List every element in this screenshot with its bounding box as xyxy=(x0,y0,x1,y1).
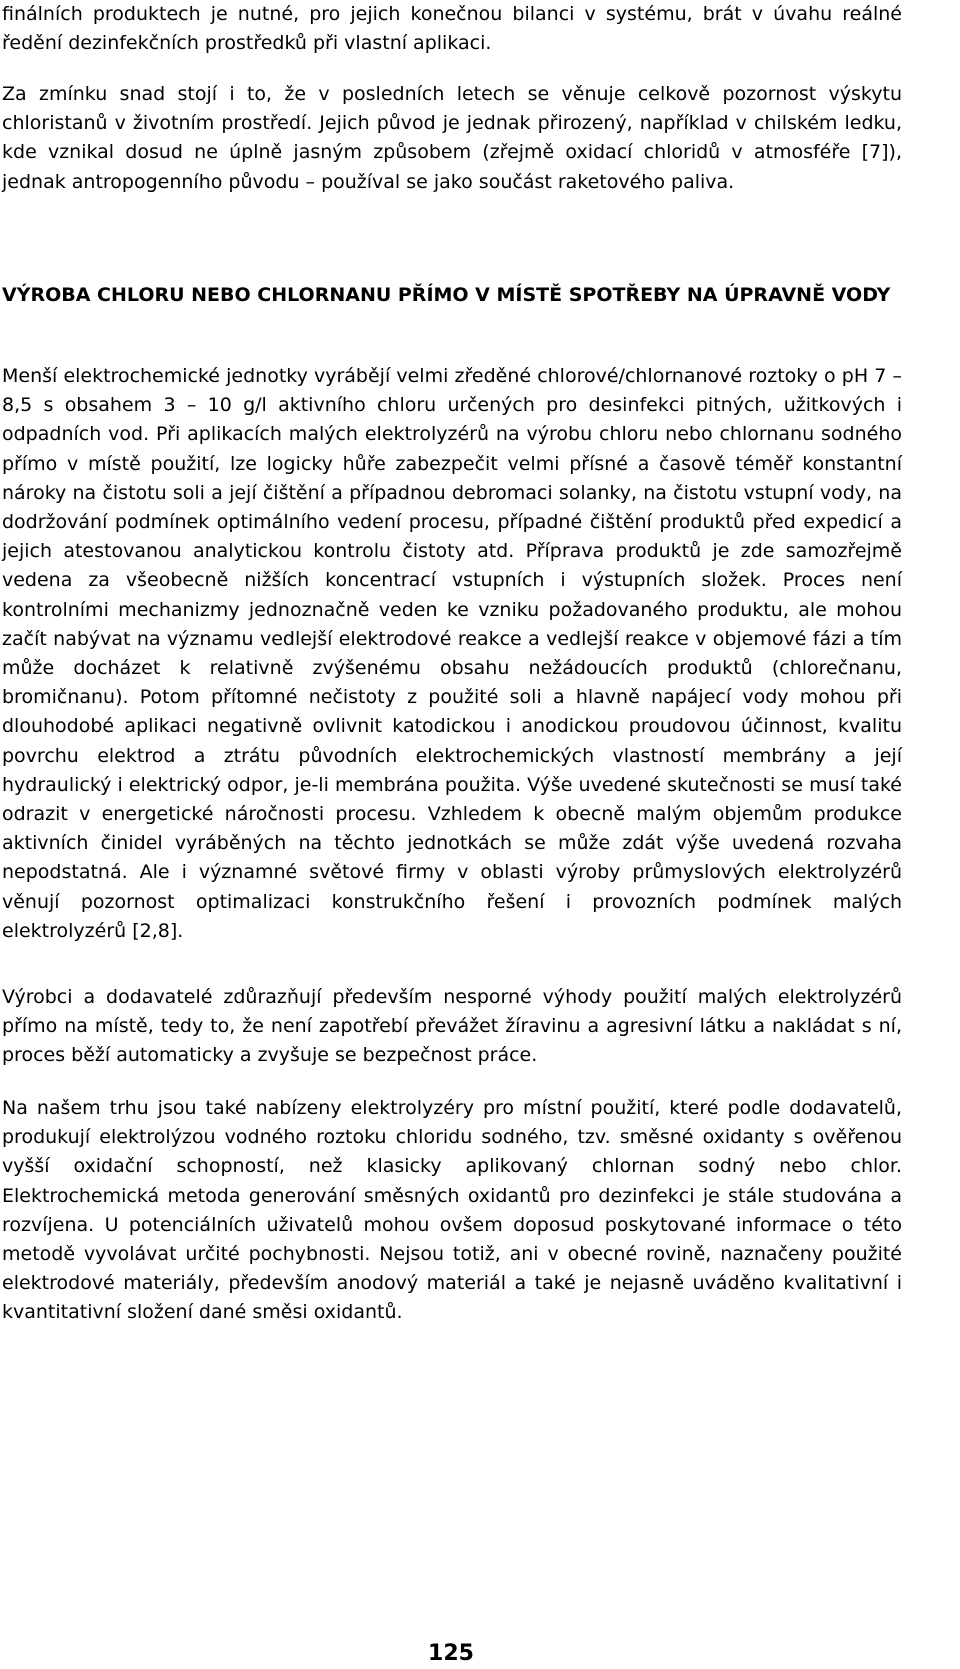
paragraph-vyhody: Výrobci a dodavatelé zdůrazňují především nesporné výhody použití malých elektrolyzérů přímo na místě, tedy to, že není zapotřebí převážet žíravinu a agresivní látku a nakládat s ní, proces běží automaticky a zvyšuje se bezpečnost práce. xyxy=(2,986,902,1067)
paragraph-elektrochemicke-jednotky: Menší elektrochemické jednotky vyrábějí velmi zředěné chlorové/chlornanové roztoky o pH 7 – 8,5 s obsahem 3 – 10 g/l aktivního chloru určených pro desinfekci pitných, užitkových i odpadních vod. Při aplikacích malých elektrolyzérů na výrobu chloru nebo chlornanu sodného přímo v místě použití, lze logicky hůře zabezpečit velmi přísné a časově téměř konstantní nároky na čistotu soli a její čištění a případnou debromaci solanky, na čistotu vstupní vody, na dodržování podmínek optimálního vedení procesu, případné čištění produktů před expedicí a jejich atestovanou analytickou kontrolu čistoty atd. Příprava produktů je zde samozřejmě vedena za všeobecně nižších koncentrací vstupních i výstupních složek. Proces není kontrolními mechanizmy jednoznačně veden ke vzniku požadovaného produktu, ale mohou začít nabývat na významu vedlejší elektrodové reakce a vedlejší reakce v objemové fázi a tím může docházet k relativně zvýšenému obsahu nežádoucích produktů (chlorečnanu, bromičnanu). Potom přítomné nečistoty z použité soli a hlavně napájecí vody mohou při dlouhodobé aplikaci negativně ovlivnit katodickou i anodickou proudovou účinnost, kvalitu povrchu elektrod a ztrátu původních elektrochemických vlastností membrány a její hydraulický i elektrický odpor, je-li membrána použita. Výše uvedené skutečnosti se musí také odrazit v energetické náročnosti procesu. Vzhledem k obecně malým objemům produkce aktivních činidel vyráběných na těchto jednotkách se může zdát výše uvedená rozvaha nepodstatná. Ale i významné světové firmy v oblasti výroby průmyslových elektrolyzérů věnují pozornost optimalizaci konstrukčního řešení i provozních podmínek malých elektrolyzérů [2,8]. xyxy=(2,365,902,942)
paragraph-smesne-oxidanty: Na našem trhu jsou také nabízeny elektrolyzéry pro místní použití, které podle dodavatelů, produkují elektrolýzou vodného roztoku chloridu sodného, tzv. směsné oxidanty s ověřenou vyšší oxidační schopností, než klasicky aplikovaný chlornan sodný nebo chlor. Elektrochemická metoda generování směsných oxidantů pro dezinfekci je stále studována a rozvíjena. U potenciálních uživatelů mohou ovšem doposud poskytované informace o této metodě vyvolávat určité pochybnosti. Nejsou totiž, ani v obecné rovině, naznačeny použité elektrodové materiály, především anodový materiál a také je nejasně uváděno kvalitativní i kvantitativní složení dané směsi oxidantů. xyxy=(2,1097,902,1324)
section-heading: VÝROBA CHLORU NEBO CHLORNANU PŘÍMO V MÍSTĚ SPOTŘEBY NA ÚPRAVNĚ VODY xyxy=(2,284,891,306)
page-number: 125 xyxy=(428,1641,474,1666)
paragraph-chloristany: Za zmínku snad stojí i to, že v posledních letech se věnuje celkově pozornost výskytu chloristanů v životním prostředí. Jejich původ je jednak přirozený, například v chilském ledku, kde vznikal dosud ne úplně jasným způsobem (zřejmě oxidací chloridů v atmosféře [7]), jednak antropogenního původu – používal se jako součást raketového paliva. xyxy=(2,83,902,193)
paragraph-continuation: finálních produktech je nutné, pro jejich konečnou bilanci v systému, brát v úvahu reálné ředění dezinfekčních prostředků při vlastní aplikaci. xyxy=(2,3,902,55)
